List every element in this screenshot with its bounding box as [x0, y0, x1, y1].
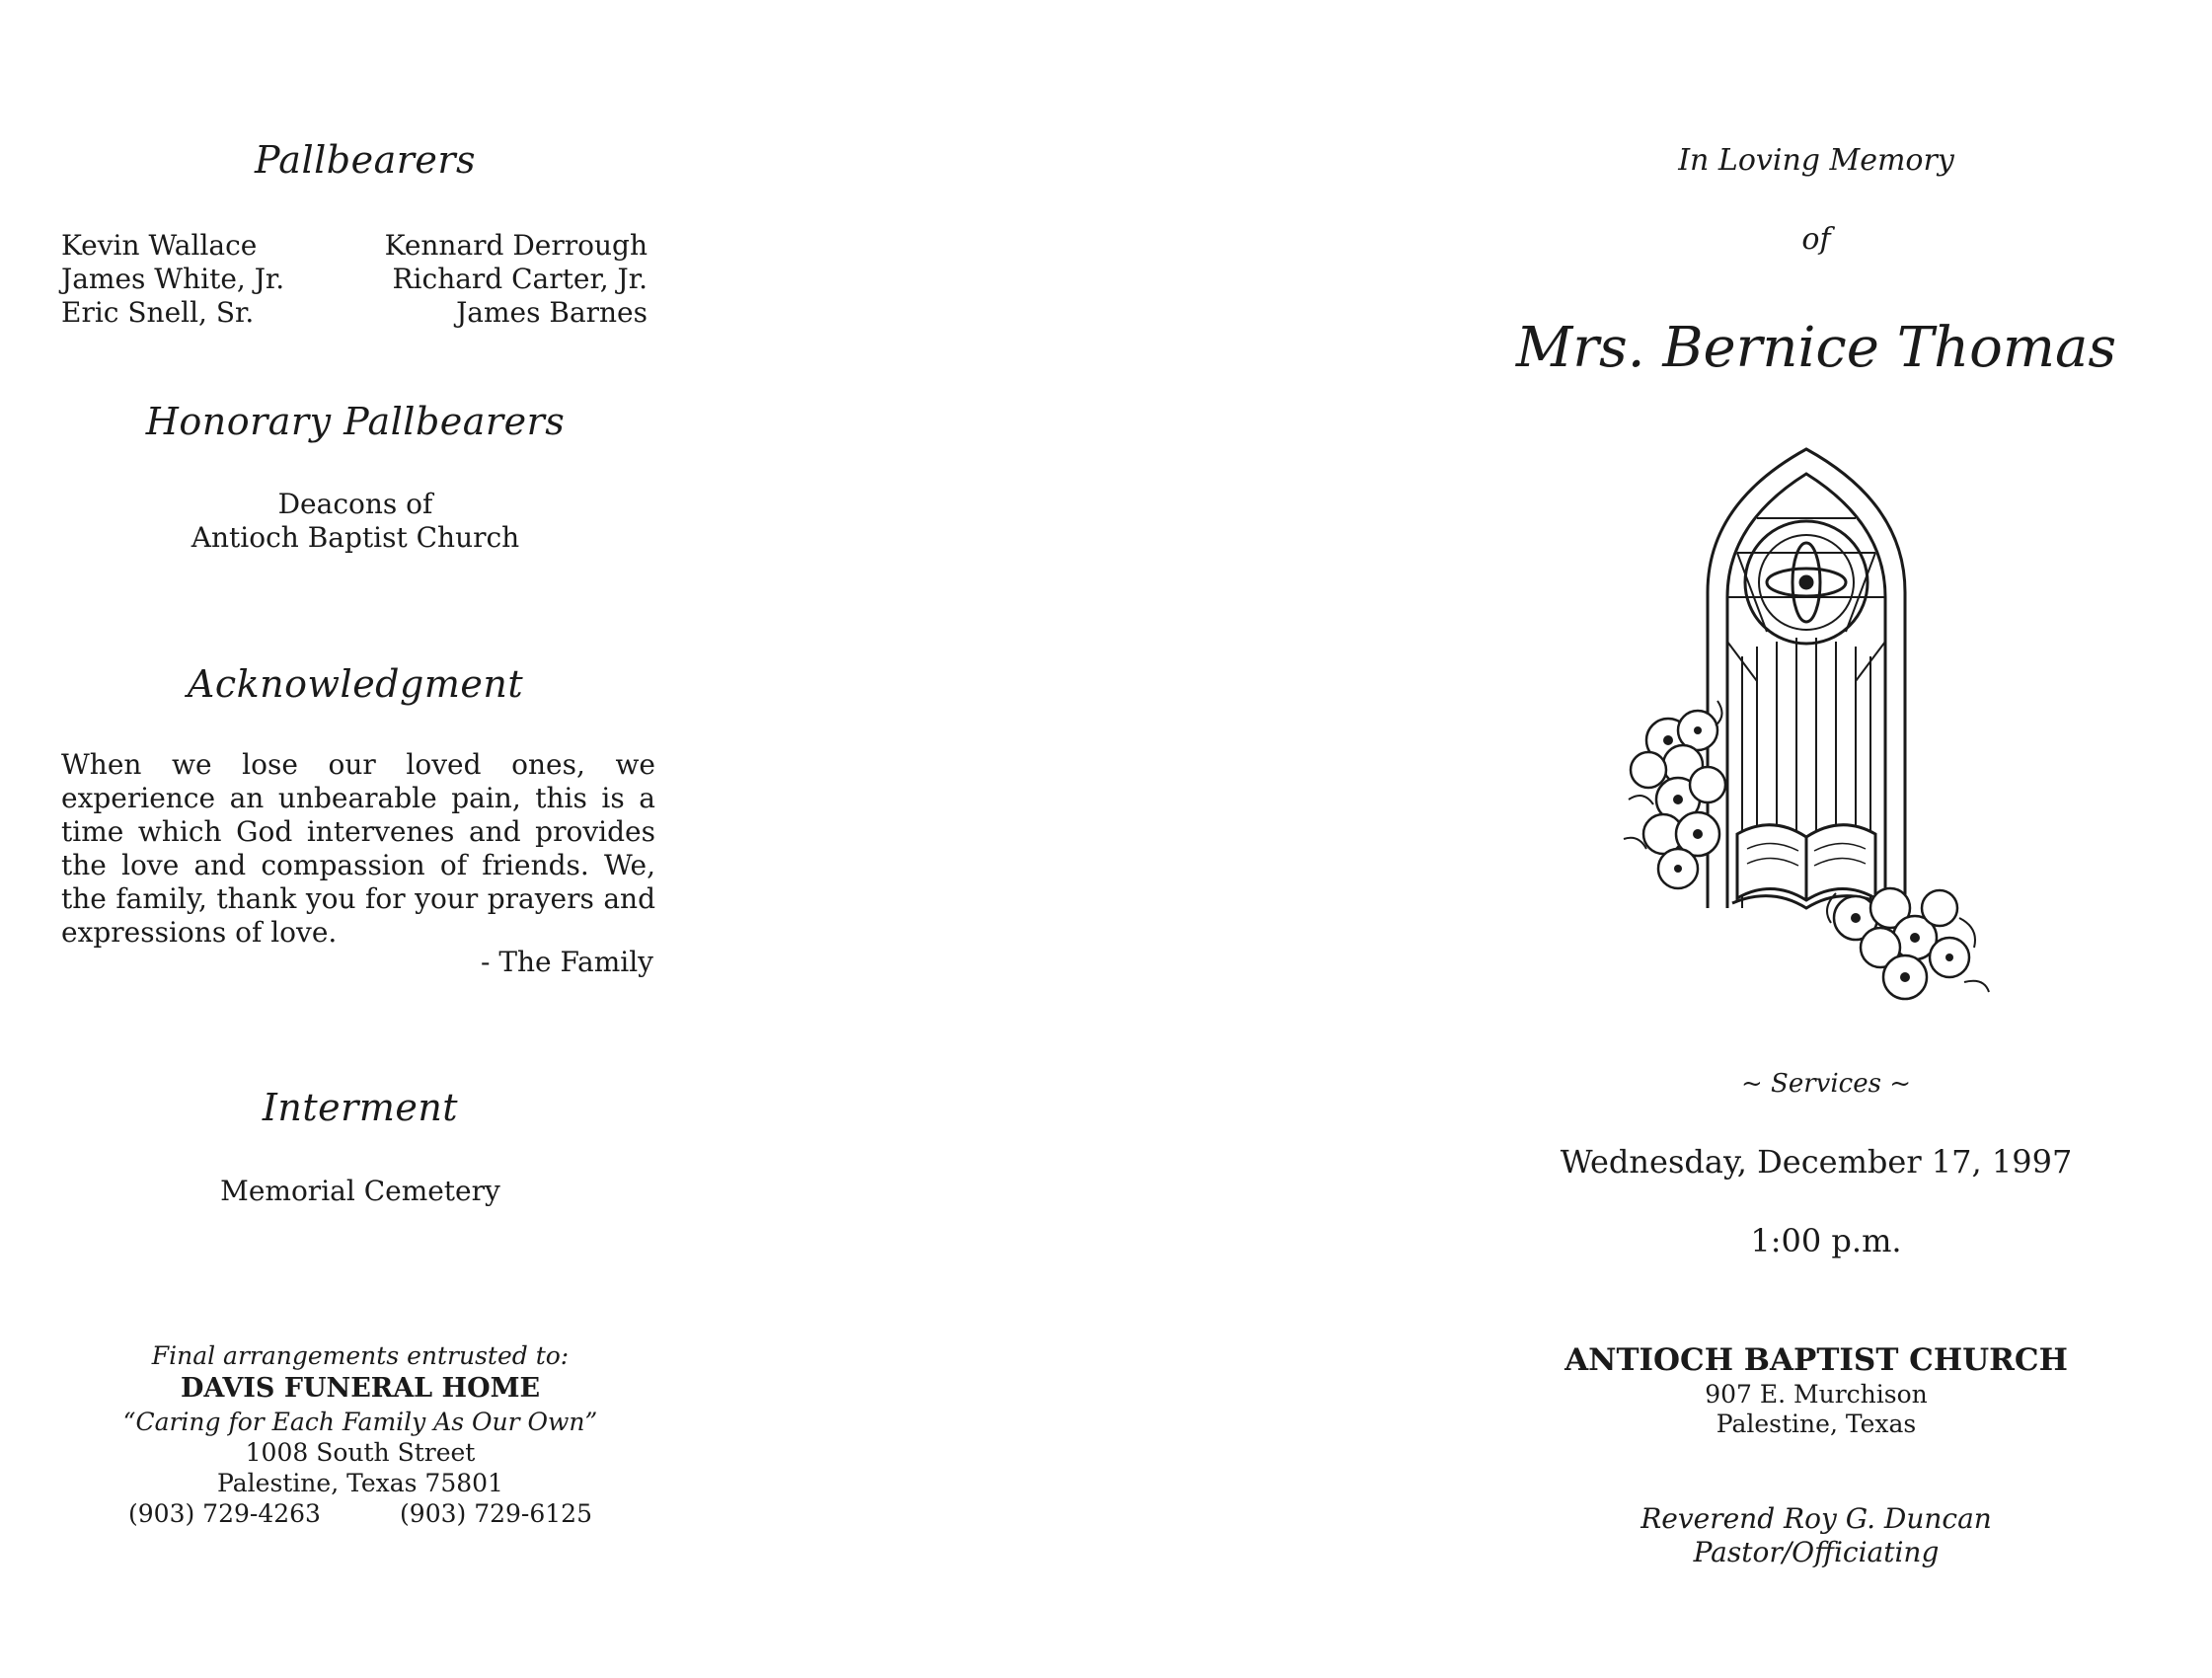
funeral-home-block [99, 1340, 622, 1529]
funeral-home-phones [128, 1498, 592, 1529]
church-block [1520, 1340, 2112, 1439]
phone-number: (903) 729-6125 [400, 1499, 592, 1528]
deceased-name: Mrs. Bernice Thomas [1515, 316, 2117, 380]
pallbearer-name: Kennard Derrough [384, 229, 648, 262]
honorary-line: Antioch Baptist Church [191, 521, 520, 554]
acknowledgment-body: When we lose our loved ones, we experience an unbearable pain, this is a time which God intervenes and provides the love and compassion of friends. We, the family, thank you for your prayers and expressions of love. [61, 748, 655, 949]
pallbearer-name: Kevin Wallace [61, 229, 258, 262]
funeral-home-street: 1008 South Street [245, 1438, 476, 1467]
officiant-block [1579, 1502, 2053, 1569]
honorary-pallbearers-text [158, 488, 553, 555]
pallbearers-heading: Pallbearers [254, 138, 477, 182]
of-line: of [1801, 222, 1831, 257]
honorary-line: Deacons of [277, 488, 433, 520]
pallbearers-left-column [61, 229, 318, 330]
church-city: Palestine, Texas [1716, 1410, 1917, 1438]
pallbearer-name: Richard Carter, Jr. [392, 263, 648, 295]
funeral-home-name: DAVIS FUNERAL HOME [180, 1373, 541, 1404]
pallbearer-name: James White, Jr. [61, 263, 285, 295]
funeral-home-motto: “Caring for Each Family As Our Own” [122, 1408, 598, 1436]
phone-number: (903) 729-4263 [128, 1499, 321, 1528]
arrangements-intro: Final arrangements entrusted to: [151, 1341, 570, 1370]
church-street: 907 E. Murchison [1705, 1380, 1928, 1409]
service-time: 1:00 p.m. [1750, 1222, 1902, 1259]
acknowledgment-signature: - The Family [480, 946, 653, 978]
pallbearer-name: James Barnes [456, 296, 648, 329]
funeral-home-city: Palestine, Texas 75801 [217, 1469, 503, 1497]
service-date: Wednesday, December 17, 1997 [1560, 1143, 2073, 1181]
stained-glass-window-bible-flowers-icon [1609, 444, 2004, 1007]
acknowledgment-heading: Acknowledgment [187, 662, 524, 706]
services-label: ~ Services ~ [1740, 1069, 1912, 1099]
officiant-name: Reverend Roy G. Duncan [1640, 1502, 1992, 1535]
officiant-role: Pastor/Officiating [1693, 1536, 1940, 1568]
interment-heading: Interment [262, 1086, 459, 1129]
interment-place: Memorial Cemetery [220, 1175, 500, 1207]
pallbearers-right-column [355, 229, 648, 330]
church-name: ANTIOCH BAPTIST CHURCH [1564, 1342, 2068, 1378]
memory-line: In Loving Memory [1678, 143, 1954, 178]
honorary-pallbearers-heading: Honorary Pallbearers [145, 400, 566, 443]
pallbearer-name: Eric Snell, Sr. [61, 296, 255, 329]
